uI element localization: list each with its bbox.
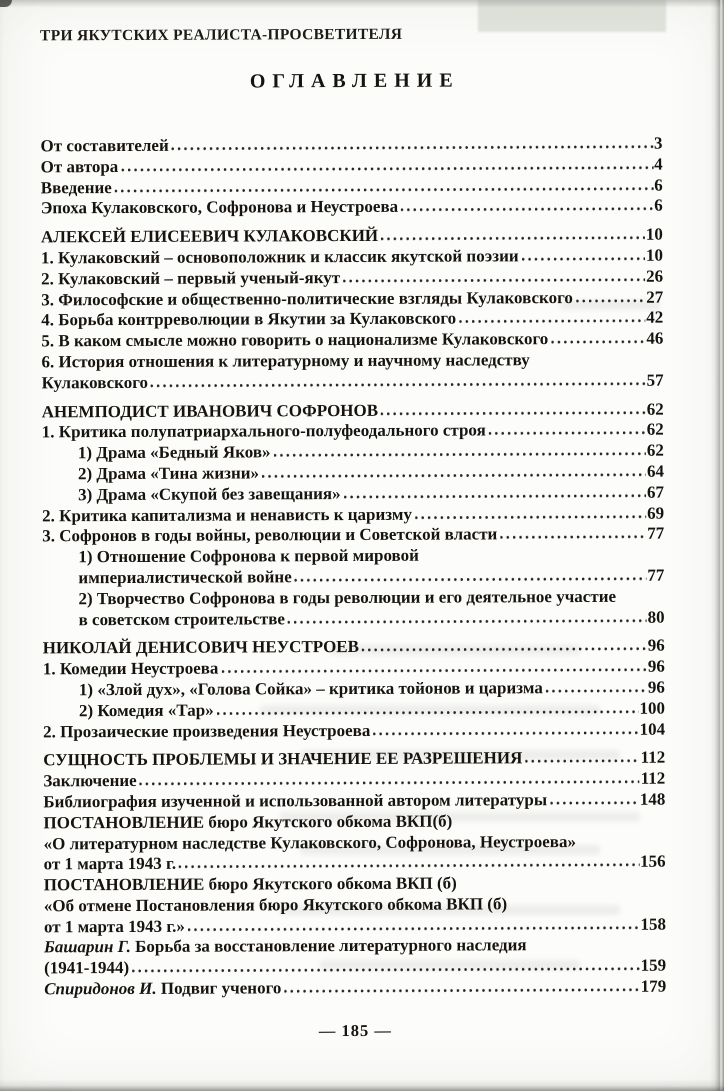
toc-page-number: 62 (646, 419, 664, 440)
toc-entry-text: 1. Критика полупатриархального-полуфеодального строя (41, 420, 486, 442)
toc-entry (41, 308, 663, 332)
toc-page-number: 64 (646, 461, 664, 481)
toc-line-with-page (78, 482, 664, 505)
toc-page-number: 62 (646, 440, 664, 460)
toc-line-with-page (43, 790, 665, 814)
toc-line (78, 545, 664, 568)
toc-entry-text: СУЩНОСТЬ ПРОБЛЕМЫ И ЗНАЧЕНИЕ ЕЕ РАЗРЕШЕНИЯ (43, 748, 523, 770)
toc-page-number: 77 (647, 565, 665, 585)
toc-entry-text: Кулаковского (41, 372, 149, 393)
toc-page-number: 62 (646, 399, 664, 419)
toc-line-with-page (42, 420, 664, 444)
toc-page-number: 179 (640, 976, 667, 996)
toc-page-number: 158 (640, 914, 666, 934)
dot-leader (221, 668, 646, 674)
dot-leader (489, 431, 646, 436)
toc-entry (42, 482, 664, 506)
toc-entry (42, 441, 664, 465)
toc-entry-text: 2. Кулаковский – первый ученый-якут (41, 267, 341, 289)
toc-page-number: 10 (645, 224, 663, 244)
dot-leader (546, 689, 647, 693)
toc-line-with-page (78, 441, 664, 464)
toc-line-with-page (41, 175, 663, 199)
toc-entry (43, 769, 665, 793)
dot-leader (188, 925, 640, 931)
toc-line-with-page (42, 503, 664, 527)
toc-page-number: 96 (647, 635, 665, 656)
toc-line (43, 810, 665, 834)
toc-entry (42, 462, 664, 486)
toc-page-number: 80 (647, 607, 665, 627)
toc-entry-text: Библиография изученной и использованной автором литературы (43, 790, 548, 812)
toc-entry (41, 154, 663, 178)
page-content (40, 25, 666, 1043)
dot-leader (344, 493, 646, 498)
toc-page-number: 57 (646, 370, 664, 390)
toc-line-with-page (44, 852, 666, 876)
toc-line-with-page (41, 308, 663, 332)
toc-line (78, 586, 664, 609)
toc-entry (43, 790, 665, 814)
toc-page-number: 77 (647, 523, 665, 544)
toc-page-number: 96 (647, 656, 665, 676)
toc-entry (41, 175, 663, 199)
toc-author-name: Башарин Г. (43, 937, 131, 957)
dot-leader (274, 452, 646, 458)
toc-line-with-page (44, 956, 666, 980)
toc-line-with-page (41, 266, 663, 290)
toc-line-with-page (44, 977, 666, 1001)
dot-leader (522, 257, 645, 262)
toc-entry-text: 6. История отношения к литературному и научному наследству (41, 350, 530, 372)
toc-entry-text: Заключение (43, 771, 137, 791)
toc-entry (43, 748, 665, 772)
dot-leader (550, 801, 639, 805)
toc-entry-text: 2) Драма «Тина жизни» (77, 463, 260, 484)
toc-entry (41, 329, 663, 353)
toc-entry-text: 2) Комедия «Тар» (78, 700, 214, 720)
toc-page-number: 112 (640, 747, 666, 768)
toc-title: ОГЛАВЛЕНИЕ (249, 69, 460, 93)
toc-entry-text: от 1 марта 1943 г. (43, 854, 177, 874)
toc-entry-text: АНЕМПОДИСТ ИВАНОВИЧ СОФРОНОВ (41, 400, 379, 421)
toc-page-number: 27 (646, 287, 664, 307)
toc-entry (41, 246, 663, 270)
dot-leader (525, 759, 639, 763)
toc-entry (42, 586, 664, 630)
toc-line-with-page (41, 287, 663, 311)
toc-entry (42, 399, 664, 423)
page-number-footer: — 185 — (318, 1020, 392, 1041)
toc-entry-text: 1) Драма «Бедный Яков» (77, 442, 271, 463)
dot-leader (459, 319, 645, 324)
dot-leader (381, 236, 645, 241)
toc-entry-text: НИКОЛАЙ ДЕНИСОВИЧ НЕУСТРОЕВ (42, 637, 360, 658)
toc-line-with-page (78, 566, 664, 589)
toc-entry (41, 225, 663, 249)
running-header: ТРИ ЯКУТСКИХ РЕАЛИСТА-ПРОСВЕТИТЕЛЯ (40, 25, 403, 45)
toc-entry-text: ПОСТАНОВЛЕНИЕ бюро Якутского обкома ВКП (б) (43, 873, 457, 895)
toc-entry (42, 420, 664, 444)
toc-line-with-page (42, 399, 664, 423)
toc-entry-text: 1. Кулаковский – основоположник и классик якутской поэзии (40, 246, 519, 268)
toc-entry (41, 350, 663, 394)
toc-entry-text: (1941-1944) (44, 958, 130, 978)
dot-leader (115, 186, 653, 192)
toc-page-number: 67 (646, 482, 665, 502)
toc-line-with-page (43, 657, 665, 681)
toc-page-number: 96 (647, 677, 665, 697)
toc-page-number: 159 (640, 955, 667, 976)
toc-entry-text: от 1 марта 1943 г.» (43, 916, 185, 937)
toc-entry (41, 196, 663, 220)
toc-line-with-page (79, 678, 665, 701)
toc-entry (43, 678, 665, 702)
toc-page-number: 4 (654, 154, 663, 174)
toc-line-with-page (41, 225, 663, 249)
dot-leader (576, 298, 645, 302)
scan-edge-bottom (0, 1079, 724, 1091)
toc-list (40, 134, 666, 1001)
dot-leader (284, 988, 639, 994)
toc-page-number: 112 (640, 768, 666, 788)
dot-leader (362, 647, 647, 652)
dot-leader (401, 207, 653, 212)
toc-line-with-page (43, 719, 665, 743)
dot-leader (121, 165, 653, 171)
toc-entry-text: 3. Софронов в годы войны, революции и Советской власти (42, 524, 498, 546)
toc-page-number: 42 (646, 308, 664, 328)
toc-page-number: 148 (639, 789, 666, 809)
toc-page-number: 26 (646, 266, 664, 286)
toc-entry-text: 1) «Злой дух», «Голова Сойка» – критика тойонов и царизма (78, 678, 543, 700)
toc-entry (44, 977, 666, 1001)
toc-page-number: 69 (647, 503, 665, 523)
toc-line (41, 350, 663, 374)
dot-leader (179, 863, 639, 869)
toc-entry-text: «О литературном наследстве Кулаковского, Софронова, Неустроева» (43, 831, 576, 853)
toc-entry-text: 2. Прозаические произведения Неустроева (43, 720, 371, 741)
toc-entry-text: АЛЕКСЕЙ ЕЛИСЕЕВИЧ КУЛАКОВСКИЙ (40, 226, 379, 247)
dot-leader (151, 381, 646, 387)
toc-entry (42, 503, 664, 527)
toc-entry (43, 719, 665, 743)
toc-entry (41, 287, 663, 311)
dot-leader (500, 535, 646, 540)
toc-page-number: 6 (654, 175, 663, 195)
toc-line-with-page (41, 246, 663, 270)
toc-entry-text: Спиридонов И. Подвиг ученого (44, 978, 282, 999)
toc-entry-text: «Об отмене Постановления бюро Якутского обкома ВКП (б) (43, 894, 508, 916)
toc-author-name: Спиридонов И. (44, 978, 157, 999)
toc-line-with-page (40, 134, 662, 158)
toc-entry-text: 2) Творчество Софронова в годы революции и его деятельное участие (78, 586, 617, 608)
toc-entry-text: От автора (40, 156, 119, 177)
toc-page-number: 100 (639, 698, 666, 718)
toc-page-number: 6 (654, 196, 663, 216)
dot-leader (217, 709, 639, 715)
dot-leader (295, 577, 647, 583)
dot-leader (381, 410, 646, 415)
dot-leader (373, 730, 638, 735)
toc-line-with-page (44, 914, 666, 938)
toc-entry (44, 935, 666, 979)
toc-line-with-page (43, 748, 665, 772)
toc-entry-text: 5. В каком смысле можно говорить о национализме Кулаковского (41, 329, 549, 351)
toc-line-with-page (41, 329, 663, 353)
toc-entry-text: 3. Философские и общественно-политические взгляды Кулаковского (41, 287, 573, 309)
toc-entry-text: 1. Комедии Неустроева (42, 658, 219, 679)
toc-entry-text: Башарин Г. Борьба за восстановление литературного наследия (43, 935, 527, 957)
toc-line (44, 935, 666, 959)
toc-page-number: 104 (639, 719, 666, 739)
toc-line-with-page (41, 196, 663, 220)
toc-line (44, 831, 666, 855)
toc-entry-text: 4. Борьба контрреволюции в Якутии за Кулаковского (41, 308, 457, 330)
dot-leader (288, 618, 647, 624)
dot-leader (132, 967, 640, 973)
toc-line (44, 873, 666, 897)
toc-page-number: 156 (640, 851, 666, 872)
toc-page-number: 46 (646, 328, 664, 348)
toc-line (44, 894, 666, 918)
dot-leader (415, 514, 646, 519)
toc-page-number: 10 (645, 245, 664, 265)
toc-line-with-page (41, 154, 663, 178)
toc-page-number: 3 (653, 133, 663, 153)
toc-entry-text: 3) Драма «Скупой без завещания» (77, 483, 341, 504)
toc-line-with-page (79, 607, 665, 630)
dot-leader (172, 145, 653, 151)
toc-line-with-page (42, 524, 664, 548)
toc-line-with-page (79, 698, 665, 721)
toc-entry-text: Введение (40, 177, 112, 197)
toc-entry (43, 657, 665, 681)
toc-line-with-page (42, 370, 664, 394)
scan-edge-top (0, 0, 724, 8)
toc-entry-text: империалистической войне (78, 567, 292, 588)
toc-entry (42, 545, 664, 589)
dot-leader (551, 340, 645, 344)
toc-entry-text: Эпоха Кулаковского, Софронова и Неустроева (40, 197, 399, 218)
toc-entry (42, 524, 664, 548)
toc-entry-text: От составителей (40, 135, 169, 156)
toc-line-with-page (43, 636, 665, 660)
toc-entry (40, 134, 662, 158)
toc-line-with-page (43, 769, 665, 793)
toc-entry (43, 698, 665, 722)
toc-entry-text: 1) Отношение Софронова к первой мировой (78, 545, 419, 567)
toc-entry-text: ПОСТАНОВЛЕНИЕ бюро Якутского обкома ВКП(б) (43, 811, 453, 833)
toc-entry (43, 636, 665, 660)
toc-entry-text: 2. Критика капитализма и ненависть к царизму (42, 504, 412, 525)
dot-leader (262, 473, 646, 479)
toc-entry (41, 266, 663, 290)
dot-leader (343, 278, 645, 283)
toc-entry-text: в советском строительстве (78, 608, 285, 629)
toc-line-with-page (78, 462, 664, 485)
scan-edge-right (710, 0, 724, 1091)
toc-entry (43, 810, 665, 875)
toc-entry (44, 873, 666, 938)
dot-leader (140, 780, 640, 786)
